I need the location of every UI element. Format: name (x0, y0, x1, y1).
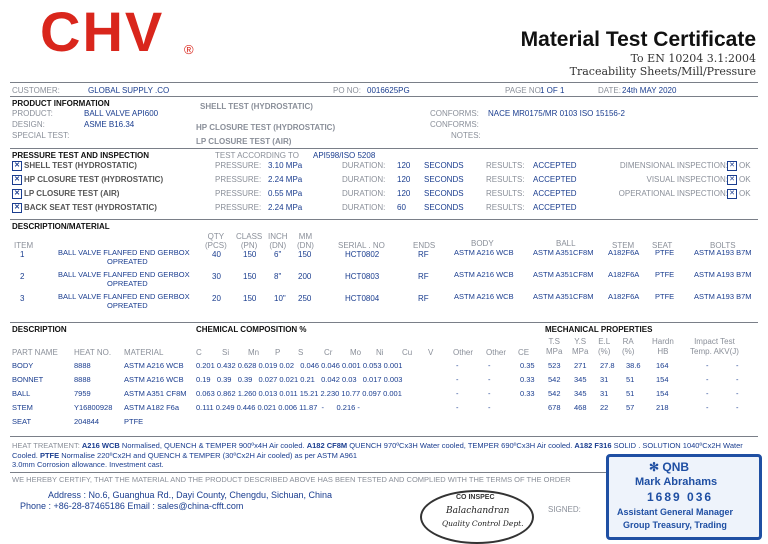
col-ball: BALL (556, 239, 576, 248)
customer-label: CUSTOMER: (12, 86, 60, 95)
chem-col-header: Ni (376, 348, 384, 357)
description-heading: DESCRIPTION (12, 325, 67, 334)
ts-value: 542 (548, 389, 561, 398)
duration-unit: SECONDS (424, 175, 464, 184)
body-material: ASTM A216 WCB (454, 292, 514, 301)
page-label: PAGE NO: (505, 86, 544, 95)
date-value: 24th MAY 2020 (622, 86, 677, 95)
duration-value: 120 (397, 175, 411, 184)
chem-col-header: S (298, 348, 304, 357)
mech-col-header: Impact Test Temp. AKV(J) (690, 337, 739, 356)
col-serial: SERIAL . NO (338, 241, 385, 250)
other-1: - (456, 403, 459, 412)
pressure-test-name: LP CLOSURE TEST (AIR) (24, 189, 120, 199)
inch-value: 6" (274, 250, 282, 259)
qnb-stamp (606, 454, 762, 540)
duration-unit: SECONDS (424, 161, 464, 170)
mech-col-header: Hardn HB (652, 337, 674, 356)
chem-col-header: Other (453, 348, 474, 357)
mm-value: 150 (298, 250, 312, 259)
test-according-value: API598/ISO 5208 (313, 151, 376, 160)
ts-value: 542 (548, 375, 561, 384)
item-description: BALL VALVE FLANFED END GERBOX (58, 270, 190, 279)
results-label: RESULTS: (486, 203, 525, 212)
col-qty: QTY (PCS) (205, 232, 227, 250)
serial-value: HCT0803 (345, 272, 380, 281)
stem-material: A182F6A (608, 292, 640, 301)
inch-value: 10" (274, 294, 286, 303)
seat-material: PTFE (655, 292, 675, 301)
ra-value: 51 (626, 375, 635, 384)
part-name: SEAT (12, 417, 32, 426)
mech-col-header: RA (%) (622, 337, 635, 356)
col-item: ITEM (14, 241, 34, 250)
results-label: RESULTS: (486, 161, 525, 170)
ends-value: RF (418, 250, 429, 259)
impact-1: - (706, 389, 709, 398)
checkbox-icon: ✕ (12, 189, 22, 199)
chv-logo: CHV (40, 0, 165, 63)
body-material: ASTM A216 WCB (454, 270, 514, 279)
bolts-material: ASTM A193 B7M (694, 270, 752, 279)
chem-col-header: MATERIAL (124, 348, 164, 357)
other-2: - (488, 389, 491, 398)
bolts-material: ASTM A193 B7M (694, 248, 752, 257)
heat-a182cf8m: A182 CF8M (306, 441, 348, 450)
checkbox-icon: ✕ (727, 161, 737, 171)
inch-value: 8" (274, 272, 282, 281)
qty-value: 30 (212, 272, 221, 281)
hb-value: 154 (656, 375, 669, 384)
ys-value: 468 (574, 403, 587, 412)
pressure-value: 0.55 MPa (268, 189, 303, 198)
pressure-value: 3.10 MPa (268, 161, 303, 170)
impact-1: - (706, 403, 709, 412)
design-value: ASME B16.34 (84, 120, 135, 129)
col-mm: MM (DN) (297, 232, 314, 250)
pressure-value: 2.24 MPa (268, 175, 303, 184)
checkbox-icon: ✕ (727, 175, 737, 185)
duration-unit: SECONDS (424, 189, 464, 198)
heat-number: 7959 (74, 389, 91, 398)
results-value: ACCEPTED (533, 189, 577, 198)
pressure-test-name: SHELL TEST (HYDROSTATIC) (24, 161, 137, 171)
results-label: RESULTS: (486, 175, 525, 184)
qty-value: 20 (212, 294, 221, 303)
heat-ptfe: PTFE (39, 450, 60, 460)
heat-number: 8888 (74, 375, 91, 384)
chem-values: 0.111 0.249 0.446 0.021 0.006 11.87 - 0.216 - (196, 403, 360, 412)
chem-col-header: Cr (324, 348, 333, 357)
page-value: 1 OF 1 (540, 86, 565, 95)
divider (10, 82, 758, 83)
pressure-heading: PRESSURE TEST AND INSPECTION (12, 151, 150, 160)
mech-col-header: Y.S MPa (572, 337, 589, 356)
ra-value: 57 (626, 403, 635, 412)
qty-value: 40 (212, 250, 221, 259)
inspection-ok (727, 189, 751, 199)
pressure-label: PRESSURE: (215, 161, 262, 170)
col-bolts: BOLTS (710, 241, 736, 250)
stamp-signature: Balachandran (446, 506, 510, 516)
heat-solution: . SOLUTION 1040ºCx2H Water Cooled. (12, 441, 743, 460)
corrosion-note: 3.0mm Corrosion allowance. Investment cast. (12, 460, 164, 469)
desc-material-heading: DESCRIPTION/MATERIAL (12, 222, 110, 231)
qnb-number: 1689 036 (647, 490, 714, 504)
pressure-test-row (12, 203, 157, 213)
duration-label: DURATION: (342, 189, 386, 198)
divider (10, 219, 758, 220)
notes-label: NOTES: (451, 131, 481, 140)
pressure-test-row (12, 161, 137, 171)
pressure-label: PRESSURE: (215, 203, 262, 212)
other-1: - (456, 361, 459, 370)
ok-label: OK (739, 161, 751, 171)
ends-value: RF (418, 272, 429, 281)
heat-treatment-label: HEAT TREATMENT: (12, 441, 80, 450)
item-description-2: OPREATED (107, 279, 148, 288)
el-value: 27.8 (600, 361, 615, 370)
col-seat: SEAT (652, 241, 673, 250)
duration-label: DURATION: (342, 161, 386, 170)
results-value: ACCEPTED (533, 161, 577, 170)
part-name: BODY (12, 361, 34, 370)
ball-material: ASTM A351CF8M (533, 248, 594, 257)
material: ASTM A182 F6a (124, 403, 180, 412)
inspection-label: OPERATIONAL INSPECTION: (618, 189, 728, 198)
special-test-shell: SHELL TEST (HYDROSTATIC) (200, 102, 313, 111)
seat-material: PTFE (655, 248, 675, 257)
ce-value: 0.33 (520, 375, 535, 384)
results-value: ACCEPTED (533, 175, 577, 184)
col-inch: INCH (DN) (268, 232, 288, 250)
stamp-top-text: CO INSPEC (456, 494, 495, 501)
conforms-value: NACE MR0175/MR 0103 ISO 15156-2 (488, 109, 625, 118)
mech-col-header: E.L (%) (598, 337, 611, 356)
chem-col-header: Si (222, 348, 230, 357)
chem-col-header: CE (518, 348, 530, 357)
chem-heading: CHEMICAL COMPOSITION % (196, 325, 307, 334)
chem-col-header: Other (486, 348, 507, 357)
results-value: ACCEPTED (533, 203, 577, 212)
col-class: CLASS (PN) (236, 232, 263, 250)
design-label: DESIGN: (12, 120, 45, 129)
heat-a216: A216 WCB (81, 441, 120, 450)
divider (10, 148, 758, 149)
divider (10, 322, 758, 323)
chem-col-header: Mn (248, 348, 260, 357)
heat-solid: SOLID (613, 441, 637, 450)
chem-col-header: V (428, 348, 434, 357)
ra-value: 38.6 (626, 361, 641, 370)
heat-number: 8888 (74, 361, 91, 370)
other-2: - (488, 361, 491, 370)
pressure-label: PRESSURE: (215, 175, 262, 184)
mech-heading: MECHANICAL PROPERTIES (545, 325, 653, 334)
checkbox-icon: ✕ (12, 161, 22, 171)
qnb-emblem-icon: ✻ (649, 460, 660, 474)
item-description-2: OPREATED (107, 301, 148, 310)
inspection-ok (727, 161, 751, 171)
chem-values: 0.201 0.432 0.628 0.019 0.02 0.046 0.046 0.001 0.053 0.001 (196, 361, 403, 370)
chem-col-header: C (196, 348, 202, 357)
chem-values: 0.19 0.39 0.39 0.027 0.021 0.21 0.042 0.03 0.017 0.003 (196, 375, 403, 384)
customer-value: GLOBAL SUPPLY .CO (88, 86, 170, 95)
chem-col-header: Cu (402, 348, 413, 357)
el-value: 22 (600, 403, 609, 412)
divider (10, 96, 758, 97)
hb-value: 154 (656, 389, 669, 398)
qnb-dept: Group Treasury, Trading (623, 520, 727, 530)
stamp-dept: Quality Control Dept. (442, 519, 524, 528)
mm-value: 250 (298, 294, 312, 303)
chem-values: 0.063 0.862 1.260 0.013 0.011 15.21 2.230 10.77 0.097 0.001 (196, 389, 402, 398)
material: ASTM A216 WCB (124, 375, 184, 384)
ce-value: 0.33 (520, 389, 535, 398)
pressure-value: 2.24 MPa (268, 203, 303, 212)
po-value: 0016625PG (367, 86, 410, 95)
class-value: 150 (243, 272, 257, 281)
checkbox-icon: ✕ (727, 189, 737, 199)
pressure-test-row (12, 189, 119, 199)
heat-a182cf8m-text: QUENCH 970ºCx3H Water cooled, TEMPER 690ºCx3H Air cooled. (349, 441, 573, 450)
product-label: PRODUCT: (12, 109, 53, 118)
pressure-test-row (12, 175, 163, 185)
product-heading: PRODUCT INFORMATION (12, 99, 110, 108)
duration-label: DURATION: (342, 175, 386, 184)
mech-col-header: T.S MPa (546, 337, 563, 356)
results-label: RESULTS: (486, 189, 525, 198)
material: PTFE (124, 417, 144, 426)
heat-a182f316: A182 F316 (574, 441, 612, 450)
stem-material: A182F6A (608, 248, 640, 257)
ok-label: OK (739, 175, 751, 185)
registered-mark: ® (184, 42, 194, 57)
qnb-name: Mark Abrahams (635, 476, 718, 488)
col-body: BODY (471, 239, 494, 248)
inspection-stamp (420, 490, 534, 544)
duration-unit: SECONDS (424, 203, 464, 212)
other-1: - (456, 389, 459, 398)
chem-col-header: HEAT NO. (74, 348, 112, 357)
class-value: 150 (243, 294, 257, 303)
other-2: - (488, 375, 491, 384)
heat-number: 204844 (74, 417, 100, 426)
ball-material: ASTM A351CF8M (533, 292, 594, 301)
item-description: BALL VALVE FLANFED END GERBOX (58, 248, 190, 257)
hb-value: 164 (656, 361, 669, 370)
mm-value: 200 (298, 272, 312, 281)
divider (10, 436, 758, 437)
col-ends: ENDS (413, 241, 436, 250)
page-title: Material Test Certificate (520, 28, 756, 51)
inspection-label: VISUAL INSPECTION: (646, 175, 728, 184)
product-value: BALL VALVE API600 (84, 109, 159, 118)
standard-subtitle: To EN 10204 3.1:2004 (630, 52, 756, 65)
ys-value: 345 (574, 375, 587, 384)
impact-1: - (706, 375, 709, 384)
el-value: 31 (600, 389, 609, 398)
traceability-subtitle: Traceability Sheets/Mill/Pressure (569, 65, 756, 78)
bolts-material: ASTM A193 B7M (694, 292, 752, 301)
impact-1: - (706, 361, 709, 370)
impact-2: - (736, 361, 739, 370)
other-2: - (488, 403, 491, 412)
checkbox-icon: ✕ (12, 175, 22, 185)
material: ASTM A216 WCB (124, 361, 184, 370)
ts-value: 678 (548, 403, 561, 412)
impact-2: - (736, 375, 739, 384)
po-label: PO NO: (333, 86, 362, 95)
chem-col-header: P (275, 348, 281, 357)
inspection-ok (727, 175, 751, 185)
signed-label: SIGNED: (548, 505, 581, 514)
pressure-test-name: BACK SEAT TEST (HYDROSTATIC) (24, 203, 157, 213)
date-label: DATE: (598, 86, 621, 95)
certify-statement: WE HEREBY CERTIFY, THAT THE MATERIAL AND THE PRODUCT DESCRIBED ABOVE HAS BEEN TESTED AND COMPLIED WITH THE TERMS OF THE ORDER (12, 475, 571, 484)
item-number: 3 (20, 294, 25, 303)
ends-value: RF (418, 294, 429, 303)
chem-col-header: PART NAME (12, 348, 58, 357)
item-description: BALL VALVE FLANFED END GERBOX (58, 292, 190, 301)
hb-value: 218 (656, 403, 669, 412)
class-value: 150 (243, 250, 257, 259)
heat-ptfe-text: Normalise 220ºCx2H and QUENCH & TEMPER (30ºCx2H Air cooled) as per ASTM A961 (61, 450, 358, 460)
heat-a216-text: Normalised, QUENCH & TEMPER 900ºx4H Air cooled. (121, 441, 305, 450)
ys-value: 271 (574, 361, 587, 370)
part-name: BONNET (12, 375, 44, 384)
special-test-lp: LP CLOSURE TEST (AIR) (196, 137, 292, 146)
duration-value: 120 (397, 161, 411, 170)
duration-value: 120 (397, 189, 411, 198)
conforms-label: CONFORMS: (430, 109, 479, 118)
pressure-label: PRESSURE: (215, 189, 262, 198)
item-description-2: OPREATED (107, 257, 148, 266)
ts-value: 523 (548, 361, 561, 370)
ys-value: 345 (574, 389, 587, 398)
duration-value: 60 (397, 203, 406, 212)
serial-value: HCT0802 (345, 250, 380, 259)
col-stem: STEM (612, 241, 635, 250)
ok-label: OK (739, 189, 751, 199)
el-value: 31 (600, 375, 609, 384)
qnb-logo-text: QNB (662, 460, 690, 474)
item-number: 2 (20, 272, 25, 281)
special-test-label: SPECIAL TEST: (12, 131, 70, 140)
company-phone-email: Phone : +86-28-87465186 Email : sales@china-cfft.com (20, 501, 244, 511)
test-according-label: TEST ACCORDING TO (215, 151, 300, 160)
qnb-role: Assistant General Manager (617, 507, 734, 517)
serial-value: HCT0804 (345, 294, 380, 303)
special-test-hp: HP CLOSURE TEST (HYDROSTATIC) (196, 123, 336, 132)
ball-material: ASTM A351CF8M (533, 270, 594, 279)
other-1: - (456, 375, 459, 384)
impact-2: - (736, 403, 739, 412)
heat-number: Y16800928 (74, 403, 113, 412)
qnb-logo (649, 460, 689, 474)
conforms2-label: CONFORMS: (430, 120, 479, 129)
inspection-label: DIMENSIONAL INSPECTION: (619, 161, 728, 170)
impact-2: - (736, 389, 739, 398)
chem-col-header: Mo (350, 348, 362, 357)
duration-label: DURATION: (342, 203, 386, 212)
body-material: ASTM A216 WCB (454, 248, 514, 257)
part-name: BALL (12, 389, 31, 398)
checkbox-icon: ✕ (12, 203, 22, 213)
ra-value: 51 (626, 389, 635, 398)
part-name: STEM (12, 403, 33, 412)
company-address: Address : No.6, Guanghua Rd., Dayi County, Chengdu, Sichuan, China (48, 490, 333, 500)
stem-material: A182F6A (608, 270, 640, 279)
material: ASTM A351 CF8M (124, 389, 187, 398)
seat-material: PTFE (655, 270, 675, 279)
ce-value: 0.35 (520, 361, 535, 370)
item-number: 1 (20, 250, 25, 259)
pressure-test-name: HP CLOSURE TEST (HYDROSTATIC) (24, 175, 164, 185)
